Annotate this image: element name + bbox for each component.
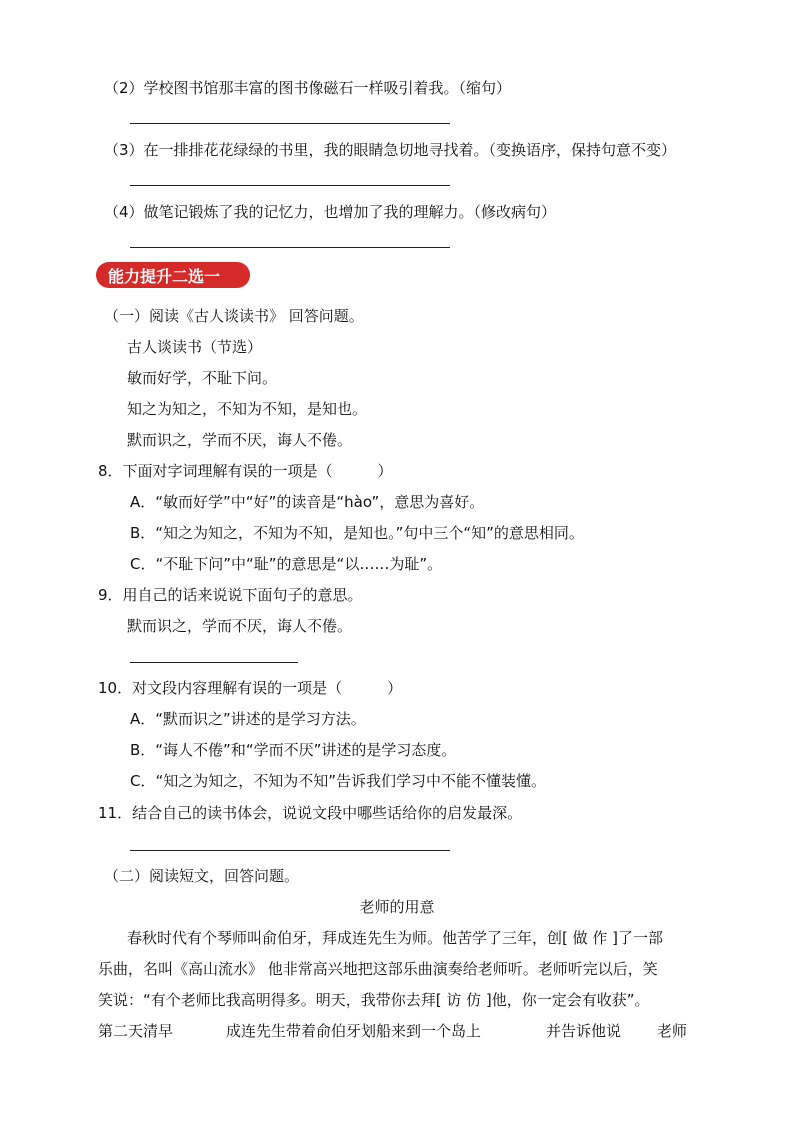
question-11: 11．结合自己的读书体会，说说文段中哪些话给你的启发最深。 xyxy=(98,804,523,822)
answer-line-q3[interactable] xyxy=(130,185,450,186)
question-2: （2）学校图书馆那丰富的图书像磁石一样吸引着我。（缩句） xyxy=(104,79,512,97)
q10-option-a[interactable]: A．“默而识之”讲述的是学习方法。 xyxy=(130,710,366,728)
q10-option-c[interactable]: C．“知之为知之，不知为不知”告诉我们学习中不能不懂装懂。 xyxy=(130,772,547,790)
passage-line-2: 乐曲，名叫《高山流水》 他非常高兴地把这部乐曲演奏给老师听。老师听完以后，笑 xyxy=(98,960,658,978)
passage-line-1: 春秋时代有个琴师叫俞伯牙，拜成连先生为师。他苦学了三年，创[ 做 作 ]了一部 xyxy=(127,929,664,947)
passage-line-3: 笑说：“有个老师比我高明得多。明天，我带你去拜[ 访 仿 ]他，你一定会有收获”。 xyxy=(98,991,650,1009)
part1-title: 古人谈读书（节选） xyxy=(127,338,263,356)
question-4: （4）做笔记锻炼了我的记忆力，也增加了我的理解力。（修改病句） xyxy=(104,203,557,221)
q8-option-a[interactable]: A．“敏而好学”中“好”的读音是“hào”，意思为喜好。 xyxy=(130,493,485,511)
question-9: 9．用自己的话来说说下面句子的意思。 xyxy=(98,586,363,604)
part2-intro: （二）阅读短文，回答问题。 xyxy=(104,867,300,885)
passage-line-4d: 老师 xyxy=(657,1022,688,1040)
answer-line-q4[interactable] xyxy=(130,247,450,248)
answer-line-q2[interactable] xyxy=(130,123,450,124)
part1-line-3: 默而识之，学而不厌，诲人不倦。 xyxy=(127,431,353,449)
q10-option-b[interactable]: B．“诲人不倦”和“学而不厌”讲述的是学习态度。 xyxy=(130,741,457,759)
answer-line-q11[interactable] xyxy=(130,850,450,851)
passage-line-4b: 成连先生带着俞伯牙划船来到一个岛上 xyxy=(226,1022,482,1040)
q9-sentence: 默而识之，学而不厌，诲人不倦。 xyxy=(127,617,353,635)
passage-line-4a: 第二天清早 xyxy=(98,1022,174,1040)
question-8: 8．下面对字词理解有误的一项是（ ） xyxy=(98,462,393,480)
passage-line-4c: 并告诉他说 xyxy=(546,1022,622,1040)
part1-intro: （一）阅读《古人谈读书》 回答问题。 xyxy=(104,307,364,325)
part1-line-1: 敏而好学，不耻下问。 xyxy=(127,369,278,387)
part1-line-2: 知之为知之，不知为不知，是知也。 xyxy=(127,400,368,418)
section-banner: 能力提升二选一 xyxy=(96,262,250,288)
answer-line-q9[interactable] xyxy=(130,662,298,663)
question-3: （3）在一排排花花绿绿的书里，我的眼睛急切地寻找着。（变换语序，保持句意不变） xyxy=(104,141,677,159)
question-10: 10．对文段内容理解有误的一项是（ ） xyxy=(98,679,403,697)
q8-option-b[interactable]: B．“知之为知之，不知为不知，是知也。”句中三个“知”的意思相同。 xyxy=(130,524,584,542)
passage-title: 老师的用意 xyxy=(359,898,435,916)
q8-option-c[interactable]: C．“不耻下问”中“耻”的意思是“以……为耻”。 xyxy=(130,555,443,573)
